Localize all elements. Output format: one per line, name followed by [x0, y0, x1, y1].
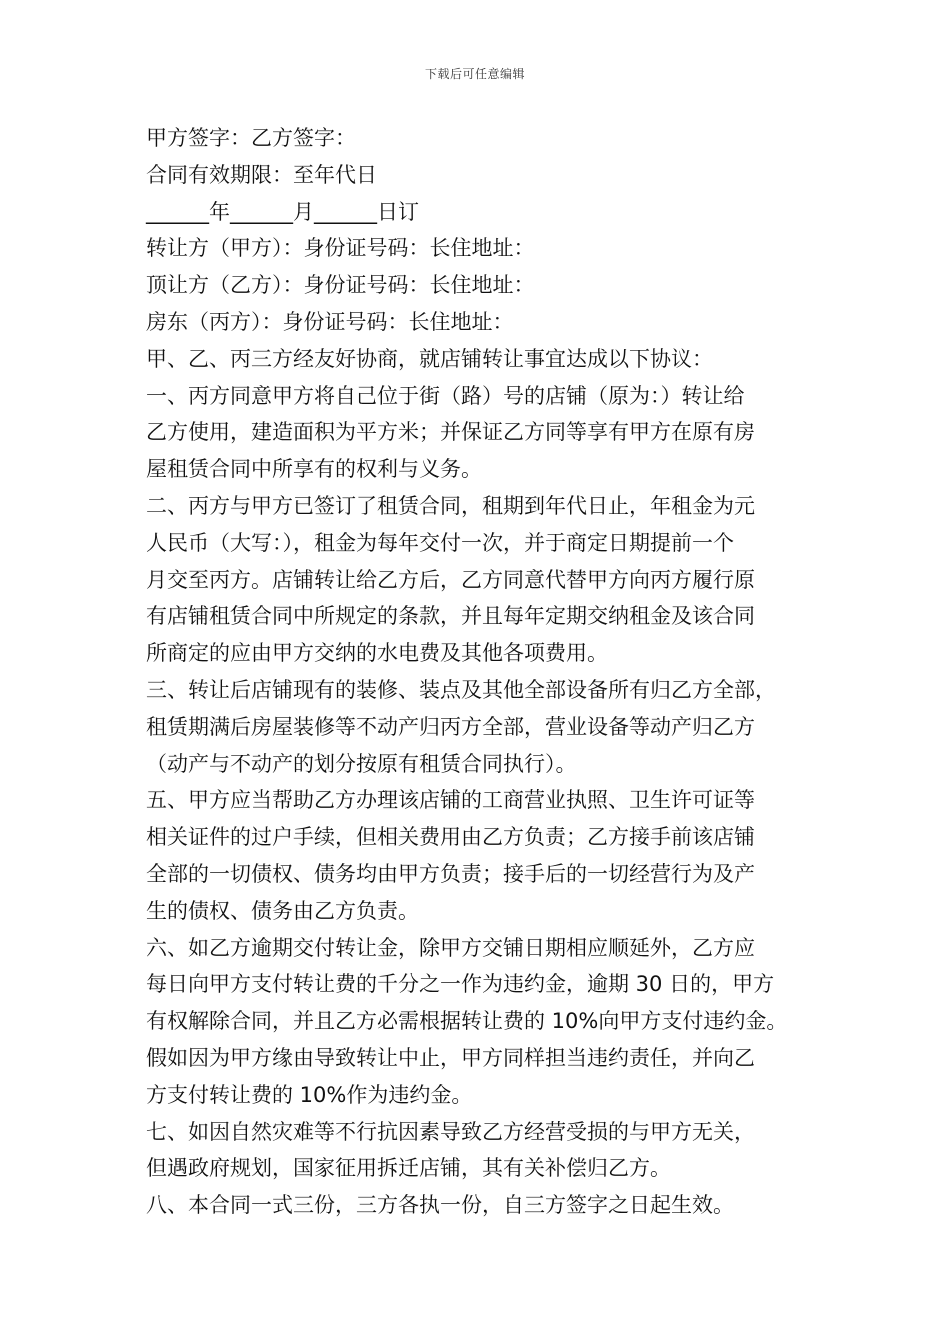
text-line: 租赁期满后房屋装修等不动产归丙方全部，营业设备等动产归乙方 — [146, 714, 755, 739]
text-line: （动产与不动产的划分按原有租赁合同执行）。 — [146, 751, 577, 776]
text-line: 有权解除合同，并且乙方必需根据转让费的 10%向甲方支付违约金。 — [146, 1009, 788, 1034]
text-line: 房东（丙方）：身份证号码：长住地址： — [146, 309, 514, 334]
text-line: 一、丙方同意甲方将自己位于街（路）号的店铺（原为：）转让给 — [146, 383, 745, 408]
text-line: 七、如因自然灾难等不行抗因素导致乙方经营受损的与甲方无关， — [146, 1119, 755, 1144]
page-header: 下载后可任意编辑 — [424, 67, 525, 81]
text-line: 转让方（甲方）：身份证号码：长住地址： — [146, 236, 535, 261]
text-line: 方支付转让费的 10%作为违约金。 — [146, 1082, 473, 1107]
text-line: ______年______月______日订 — [146, 199, 419, 224]
text-line: 甲、乙、丙三方经友好协商，就店铺转让事宜达成以下协议： — [146, 346, 713, 371]
text-line: 相关证件的过户手续，但相关费用由乙方负责；乙方接手前该店铺 — [146, 825, 755, 850]
text-line: 五、甲方应当帮助乙方办理该店铺的工商营业执照、卫生许可证等 — [146, 788, 755, 813]
text-line: 二、丙方与甲方已签订了租赁合同，租期到年代日止，年租金为元 — [146, 493, 755, 518]
text-line: 乙方使用，建造面积为平方米；并保证乙方同等享有甲方在原有房 — [146, 420, 755, 445]
text-line: 甲方签字：乙方签字： — [146, 126, 356, 150]
text-line: 合同有效期限：至年代日 — [146, 162, 377, 187]
text-line: 所商定的应由甲方交纳的水电费及其他各项费用。 — [146, 641, 608, 666]
text-line: 屋租赁合同中所享有的权利与义务。 — [146, 457, 482, 482]
text-line: 人民币（大写：），租金为每年交付一次，并于商定日期提前一个 — [146, 530, 734, 555]
document-body — [146, 120, 836, 1224]
text-line: 每日向甲方支付转让费的千分之一作为违约金，逾期 30 日的，甲方 — [146, 972, 775, 997]
text-line: 六、如乙方逾期交付转让金，除甲方交铺日期相应顺延外，乙方应 — [146, 935, 755, 960]
text-line: 生的债权、债务由乙方负责。 — [146, 898, 419, 923]
text-line: 八、本合同一式三份，三方各执一份，自三方签字之日起生效。 — [146, 1193, 734, 1218]
text-line: 有店铺租赁合同中所规定的条款，并且每年定期交纳租金及该合同 — [146, 604, 755, 629]
text-line: 假如因为甲方缘由导致转让中止，甲方同样担当违约责任，并向乙 — [146, 1045, 755, 1070]
text-line: 三、转让后店铺现有的装修、装点及其他全部设备所有归乙方全部， — [146, 677, 776, 702]
text-line: 顶让方（乙方）：身份证号码：长住地址： — [146, 273, 535, 298]
text-line: 月交至丙方。店铺转让给乙方后，乙方同意代替甲方向丙方履行原 — [146, 567, 755, 592]
text-line: 但遇政府规划，国家征用拆迁店铺，其有关补偿归乙方。 — [146, 1156, 671, 1181]
text-line: 全部的一切债权、债务均由甲方负责；接手后的一切经营行为及产 — [146, 861, 755, 886]
